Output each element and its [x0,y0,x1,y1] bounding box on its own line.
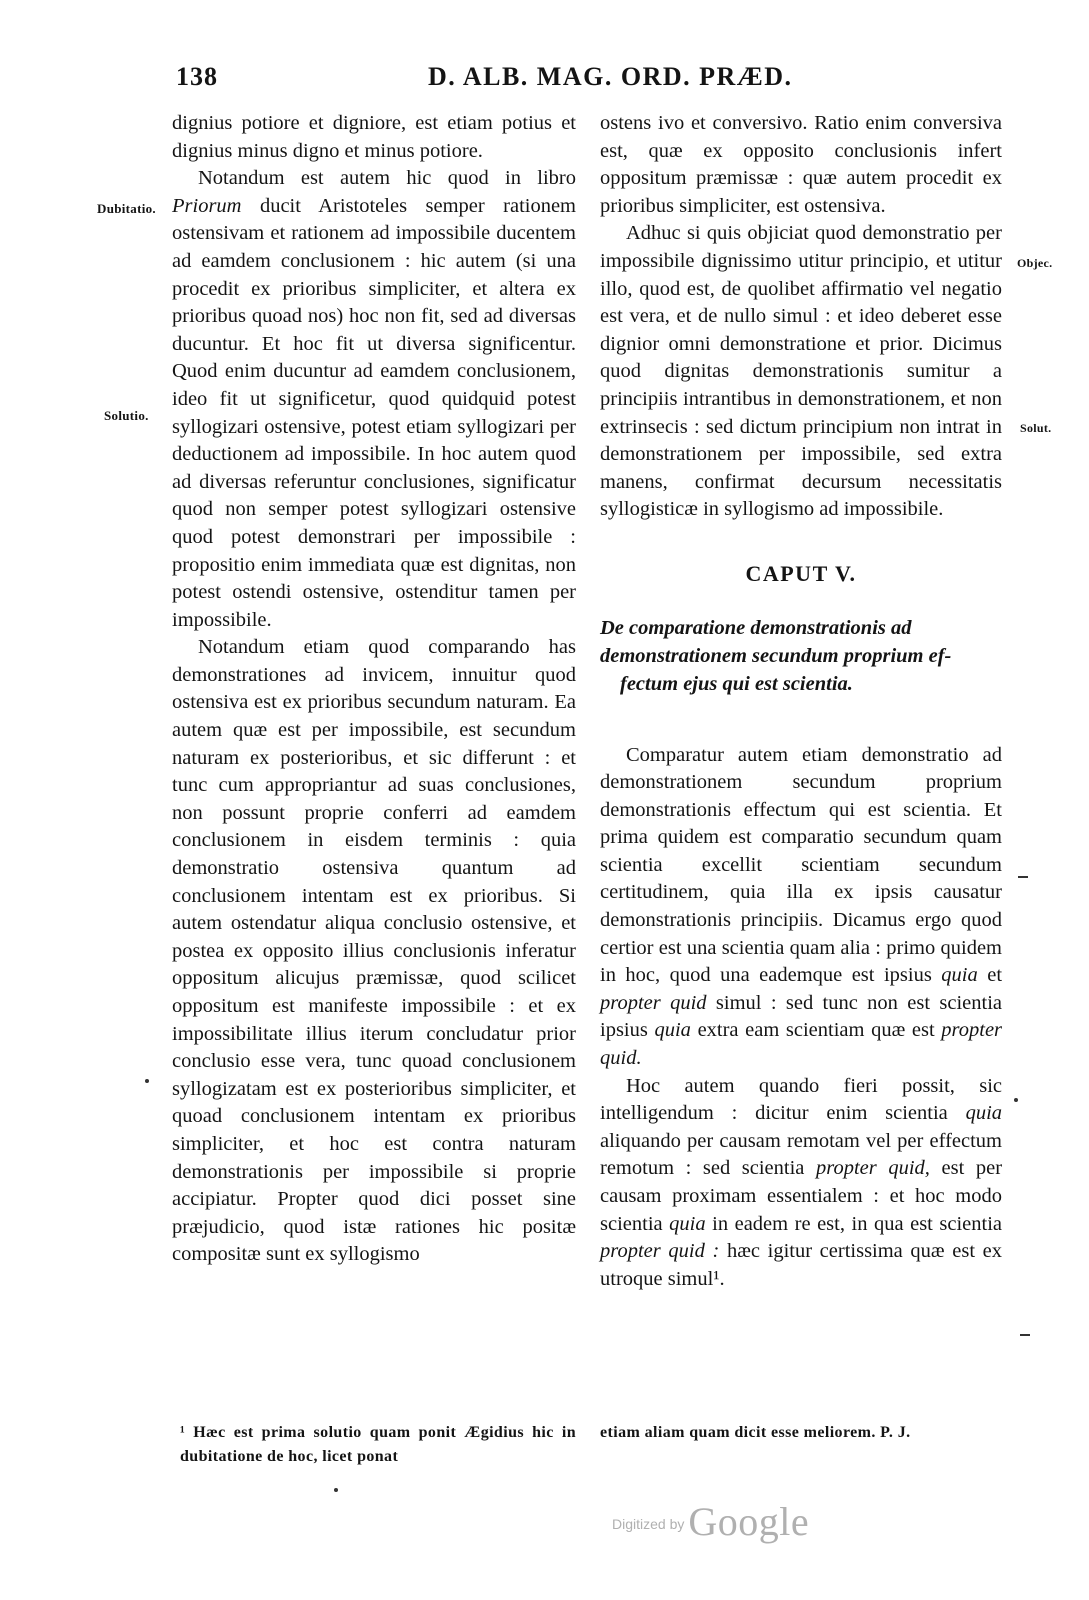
term-quia: quia [654,1019,691,1042]
left-paragraph-1: dignius potiore et digniore, est etiam potius et dignius minus digno et minus potiore. [172,112,576,162]
right-paragraph-2-solutio: Dicimus quod dignitas demonstrationis sumitur a principiis intrantibus in demonstrationem, et non extrinsecis : sed dictum principium non intrat in demonstrationem per impossibile, sed extra manens, confirmat decursum necessitatis syllogisticæ in syllogismo ad impossibile. [600,332,1002,521]
chapter-summary-line-1: De comparatione demonstrationis ad demonstrationem secundum proprium ef- [600,616,952,667]
chapter-summary-line-2: fectum ejus qui est scientia. [620,672,853,695]
left-paragraph-2-cont: ducit Aristoteles semper rationem ostensivam et rationem ad impossibile ducentem ad eamdem conclusionem : hic autem (si una procedit ex prioribus simpliciter, et altera ex prioribus quoad nos) hoc non fit, sed ad diversas ducuntur. Et hoc fit ut diversa significentur. [172,194,577,355]
right-paragraph-4-b: aliquando per causam remotam vel per effectum remotum : sed scientia [600,1129,1002,1180]
right-paragraph-4-c: est per causam proximam essentialem : et hoc modo scientia [600,1157,1003,1235]
margin-note-solutio-left: Solutio. [104,408,149,423]
google-logo: Google [688,1499,810,1544]
left-column [172,110,576,1269]
right-paragraph-1: ostens ivo et conversivo. Ratio enim conversiva est, quæ ex opposito conclusionis infert oppositum præmissæ : quæ autem procedit ex prioribus simpliciter, est ostensiva. [600,112,1002,217]
margin-note-objectio: Objec. [1017,256,1053,270]
footnote-marker: ¹. [713,1267,725,1290]
term-quia: quia [669,1212,706,1235]
right-paragraph-3-b: simul : sed tunc non est scientia ipsius [600,991,1003,1042]
footnote-left: ¹ Hæc est prima solutio quam ponit Ægidius hic in dubitatione de hoc, licet ponat [180,1424,576,1465]
right-paragraph-2-text: Adhuc si quis objiciat quod demonstratio per impossibile dignissimo utitur principio, et utitur illo, quod est, de quolibet affirmatio vel negatio est vera, et de nullo simul : et ideo deberet esse dignior omni demonstratione et prior. [600,222,1002,355]
page-number: 138 [176,62,218,91]
scan-speck [1014,1098,1018,1102]
left-paragraph-3: Notandum etiam quod comparando has demonstrationes ad invicem, innuitur quod ostensiva est ex prioribus secundum naturam. Ea autem quæ est per impossibile, est secundum naturam ex posterioribus, et sic differunt : et tunc cum appropriantur ad suas conclusiones, non possunt proprie conferri ad eamdem conclusionem in eisdem terminis : quia demonstratio ostensiva quantum ad conclusionem intentam est ex prioribus. Si autem ostendatur aliqua conclusio ostensive, et postea ex opposito illius conclusionis inferatur oppositum alicujus præmissæ, quod scilicet oppositum est manifeste impossibile : et ex impossibilitate illius iterum concludatur prior conclusio esse vera, tunc quoad conclusionem syllogizatam est ex posterioribus simpliciter, et quoad conclusionem intentam ex prioribus simpliciter, et hoc est contra naturam demonstrationis per impossibile si proprie accipiatur. Propter quod dici posset sine præjudicio, quod istæ rationes hic positæ compositæ sunt ex syllogismo [172,636,576,1266]
footnote-right: etiam aliam quam dicit esse meliorem. P. J. [600,1424,911,1441]
right-paragraph-3-c: extra eam scientiam quæ est [697,1019,935,1042]
term-propter-quid: propter quid, [816,1157,930,1180]
right-paragraph-3-et: et [987,964,1003,987]
scan-mark [1018,876,1028,878]
term-propter-quid: propter quid [600,991,707,1014]
scan-speck [145,1079,149,1083]
chapter-summary [600,614,1002,698]
term-quia: quia [941,964,978,987]
left-paragraph-2-solutio: Quod enim ducuntur ad eamdem conclusionem, ideo fit ut significetur, quod quidquid potest syllogizari ostensive, potest etiam syllogizari per deductionem ad impossibile. In hoc autem quod ad diversas referuntur conclusiones, significatur quod non semper potest syllogizari ostensive quod potest demonstrari per impossibile : propositio enim immediata quæ est dignitas, non potest ostendi ostensive, ostenditur tamen per impossibile. [172,360,576,631]
term-quia: quia [965,1102,1003,1125]
right-paragraph-4-a: Hoc autem quando fieri possit, sic intelligendum : dicitur enim scientia [600,1074,1002,1125]
page-header [170,62,1005,102]
right-paragraph-4-d: in eadem re est, in qua est scientia [712,1212,1002,1235]
right-paragraph-2 [600,220,1002,524]
left-paragraph-2-italic: Priorum [172,194,242,217]
scan-speck [334,1488,338,1492]
right-paragraph-3 [600,742,1002,1073]
left-paragraph-2-start: Notandum est autem hic quod in libro [198,167,576,190]
chapter-title: CAPUT V. [745,560,857,586]
watermark-digitized-by: Digitized by [612,1516,685,1532]
margin-note-dubitatio: Dubitatio. [97,201,156,216]
scan-mark [1020,1334,1030,1336]
margin-note-solutio-right: Solut. [1020,421,1052,435]
term-propter-quid: propter quid : [600,1240,720,1263]
left-paragraph-2 [172,165,576,634]
right-paragraph-3-a: Comparatur autem etiam demonstratio ad demonstrationem secundum proprium demonstrationis effectum qui est scientia. Et prima quidem est comparatio secundum quam scientia excellit scientiam secundum certitudinem, quia illa ex ipsis causatur demonstrationis principiis. Dicamus ergo quod certior est una scientia quam alia : primo quidem in hoc, quod una eademque est ipsius [600,743,1002,987]
running-title: D. ALB. MAG. ORD. PRÆD. [428,62,793,91]
right-column [600,110,1002,1293]
right-paragraph-4 [600,1073,1002,1294]
term-propter-quid: propter quid. [600,1019,1003,1070]
google-watermark [612,1498,809,1545]
right-paragraph-4-e: hæc igitur certissima quæ est ex utroque simul [600,1240,1003,1290]
